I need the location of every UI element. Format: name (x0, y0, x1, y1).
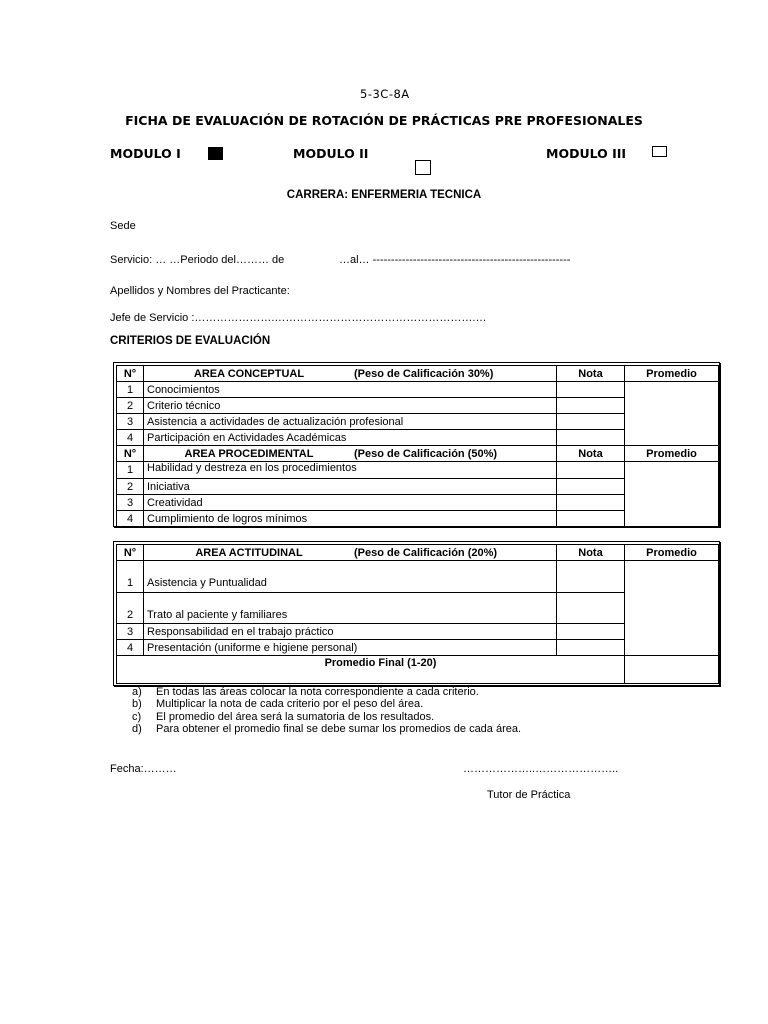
row-number: 2 (117, 593, 144, 624)
nota-cell[interactable] (557, 479, 625, 495)
row-number: 3 (117, 624, 144, 640)
nota-cell[interactable] (557, 398, 625, 414)
col-promedio-header: Promedio (625, 366, 719, 382)
apellidos-field: Apellidos y Nombres del Practicante: (110, 285, 290, 297)
col-num-header: N° (117, 446, 144, 462)
list-text: El promedio del área será la sumatoria de los resultados. (156, 710, 435, 723)
col-num-header: N° (117, 366, 144, 382)
nota-cell[interactable] (557, 462, 625, 479)
module-2-label: MODULO II (293, 146, 369, 161)
promedio-final-cell[interactable] (625, 656, 719, 684)
criterion-text: Asistencia y Puntualidad (144, 561, 557, 593)
jefe-servicio-field: Jefe de Servicio :………………….……………………………………………….… (110, 312, 487, 324)
module-1-label: MODULO I (110, 146, 181, 161)
promedio-cell[interactable] (625, 561, 719, 656)
row-number: 1 (117, 462, 144, 479)
list-item (132, 711, 521, 723)
signature-line: ………………..………………….. (463, 763, 619, 775)
row-number: 4 (117, 511, 144, 527)
list-marker: c) (132, 710, 142, 723)
nota-cell[interactable] (557, 624, 625, 640)
row-number: 3 (117, 414, 144, 430)
nota-cell[interactable] (557, 593, 625, 624)
col-nota-header: Nota (557, 366, 625, 382)
row-number: 3 (117, 495, 144, 511)
table2-shadow-right (719, 542, 721, 687)
promedio-cell[interactable] (625, 462, 719, 527)
list-marker: d) (132, 723, 142, 736)
row-number: 2 (117, 398, 144, 414)
nota-cell[interactable] (557, 511, 625, 527)
area-actitudinal-header (144, 545, 557, 561)
list-text: En todas las áreas colocar la nota correspondiente a cada criterio. (156, 686, 479, 698)
list-text: Multiplicar la nota de cada criterio por el peso del área. (156, 698, 424, 711)
area-procedimental-header (144, 446, 557, 462)
table-row (117, 561, 719, 593)
nota-cell[interactable] (557, 382, 625, 398)
area-actitudinal-peso: (Peso de Calificación (20%) (354, 546, 498, 559)
document-title: FICHA DE EVALUACIÓN DE ROTACIÓN DE PRÁCTICAS PRE PROFESIONALES (125, 113, 643, 128)
criterion-text: Habilidad y destreza en los procedimientos (144, 462, 557, 479)
nota-cell[interactable] (557, 414, 625, 430)
criterion-text: Trato al paciente y familiares (144, 593, 557, 624)
module-2-checkbox[interactable] (415, 160, 431, 175)
evaluation-table-2 (116, 544, 719, 684)
nota-cell[interactable] (557, 640, 625, 656)
servicio-al-field: …al… ------------------------------------------------------ (339, 254, 571, 266)
table-row (117, 462, 719, 479)
area-actitudinal-title: AREA ACTITUDINAL (195, 546, 303, 559)
row-number: 2 (117, 479, 144, 495)
tutor-label: Tutor de Práctica (487, 789, 571, 801)
instructions-list (132, 686, 521, 736)
list-marker: b) (132, 698, 142, 711)
col-promedio-header: Promedio (625, 446, 719, 462)
promedio-final-label: Promedio Final (1-20) (117, 656, 625, 684)
criterion-text: Iniciativa (144, 479, 557, 495)
nota-cell[interactable] (557, 430, 625, 446)
table-row (117, 382, 719, 398)
col-nota-header: Nota (557, 446, 625, 462)
area-conceptual-title: AREA CONCEPTUAL (193, 367, 305, 380)
document-code: 5-3C-8A (360, 87, 410, 101)
criterion-text: Criterio técnico (144, 398, 557, 414)
nota-cell[interactable] (557, 561, 625, 593)
nota-cell[interactable] (557, 495, 625, 511)
col-promedio-header: Promedio (625, 545, 719, 561)
list-item (132, 686, 521, 698)
list-marker: a) (132, 686, 142, 698)
criterion-text: Cumplimiento de logros mínimos (144, 511, 557, 527)
row-number: 1 (117, 382, 144, 398)
list-item (132, 698, 521, 710)
row-number: 1 (117, 561, 144, 593)
area-procedimental-title: AREA PROCEDIMENTAL (184, 447, 314, 460)
criterion-text: Responsabilidad en el trabajo práctico (144, 624, 557, 640)
col-num-header: N° (117, 545, 144, 561)
sede-field: Sede (110, 220, 136, 232)
fecha-field: Fecha:……… (110, 763, 177, 775)
criterion-text: Presentación (uniforme e higiene personal) (144, 640, 557, 656)
criterios-title: CRITERIOS DE EVALUACIÓN (110, 335, 271, 347)
criterion-text: Asistencia a actividades de actualización profesional (144, 414, 557, 430)
area-procedimental-peso: (Peso de Calificación (50%) (354, 447, 498, 460)
promedio-cell[interactable] (625, 382, 719, 446)
criterion-text: Creatividad (144, 495, 557, 511)
area-conceptual-peso: (Peso de Calificación 30%) (354, 367, 494, 380)
list-text: Para obtener el promedio final se debe sumar los promedios de cada área. (156, 723, 522, 736)
module-3-checkbox[interactable] (652, 146, 667, 157)
criterion-text: Conocimientos (144, 382, 557, 398)
carrera-line: CARRERA: ENFERMERIA TECNICA (286, 189, 482, 201)
servicio-field: Servicio: … …Periodo del……… de (110, 254, 285, 266)
evaluation-table-1 (116, 365, 719, 527)
row-number: 4 (117, 430, 144, 446)
list-item (132, 723, 521, 735)
table1-shadow-right (719, 363, 721, 528)
area-conceptual-header (144, 366, 557, 382)
module-3-label: MODULO III (546, 146, 627, 161)
criterion-text: Participación en Actividades Académicas (144, 430, 557, 446)
col-nota-header: Nota (557, 545, 625, 561)
module-1-checkbox[interactable] (208, 147, 223, 160)
row-number: 4 (117, 640, 144, 656)
